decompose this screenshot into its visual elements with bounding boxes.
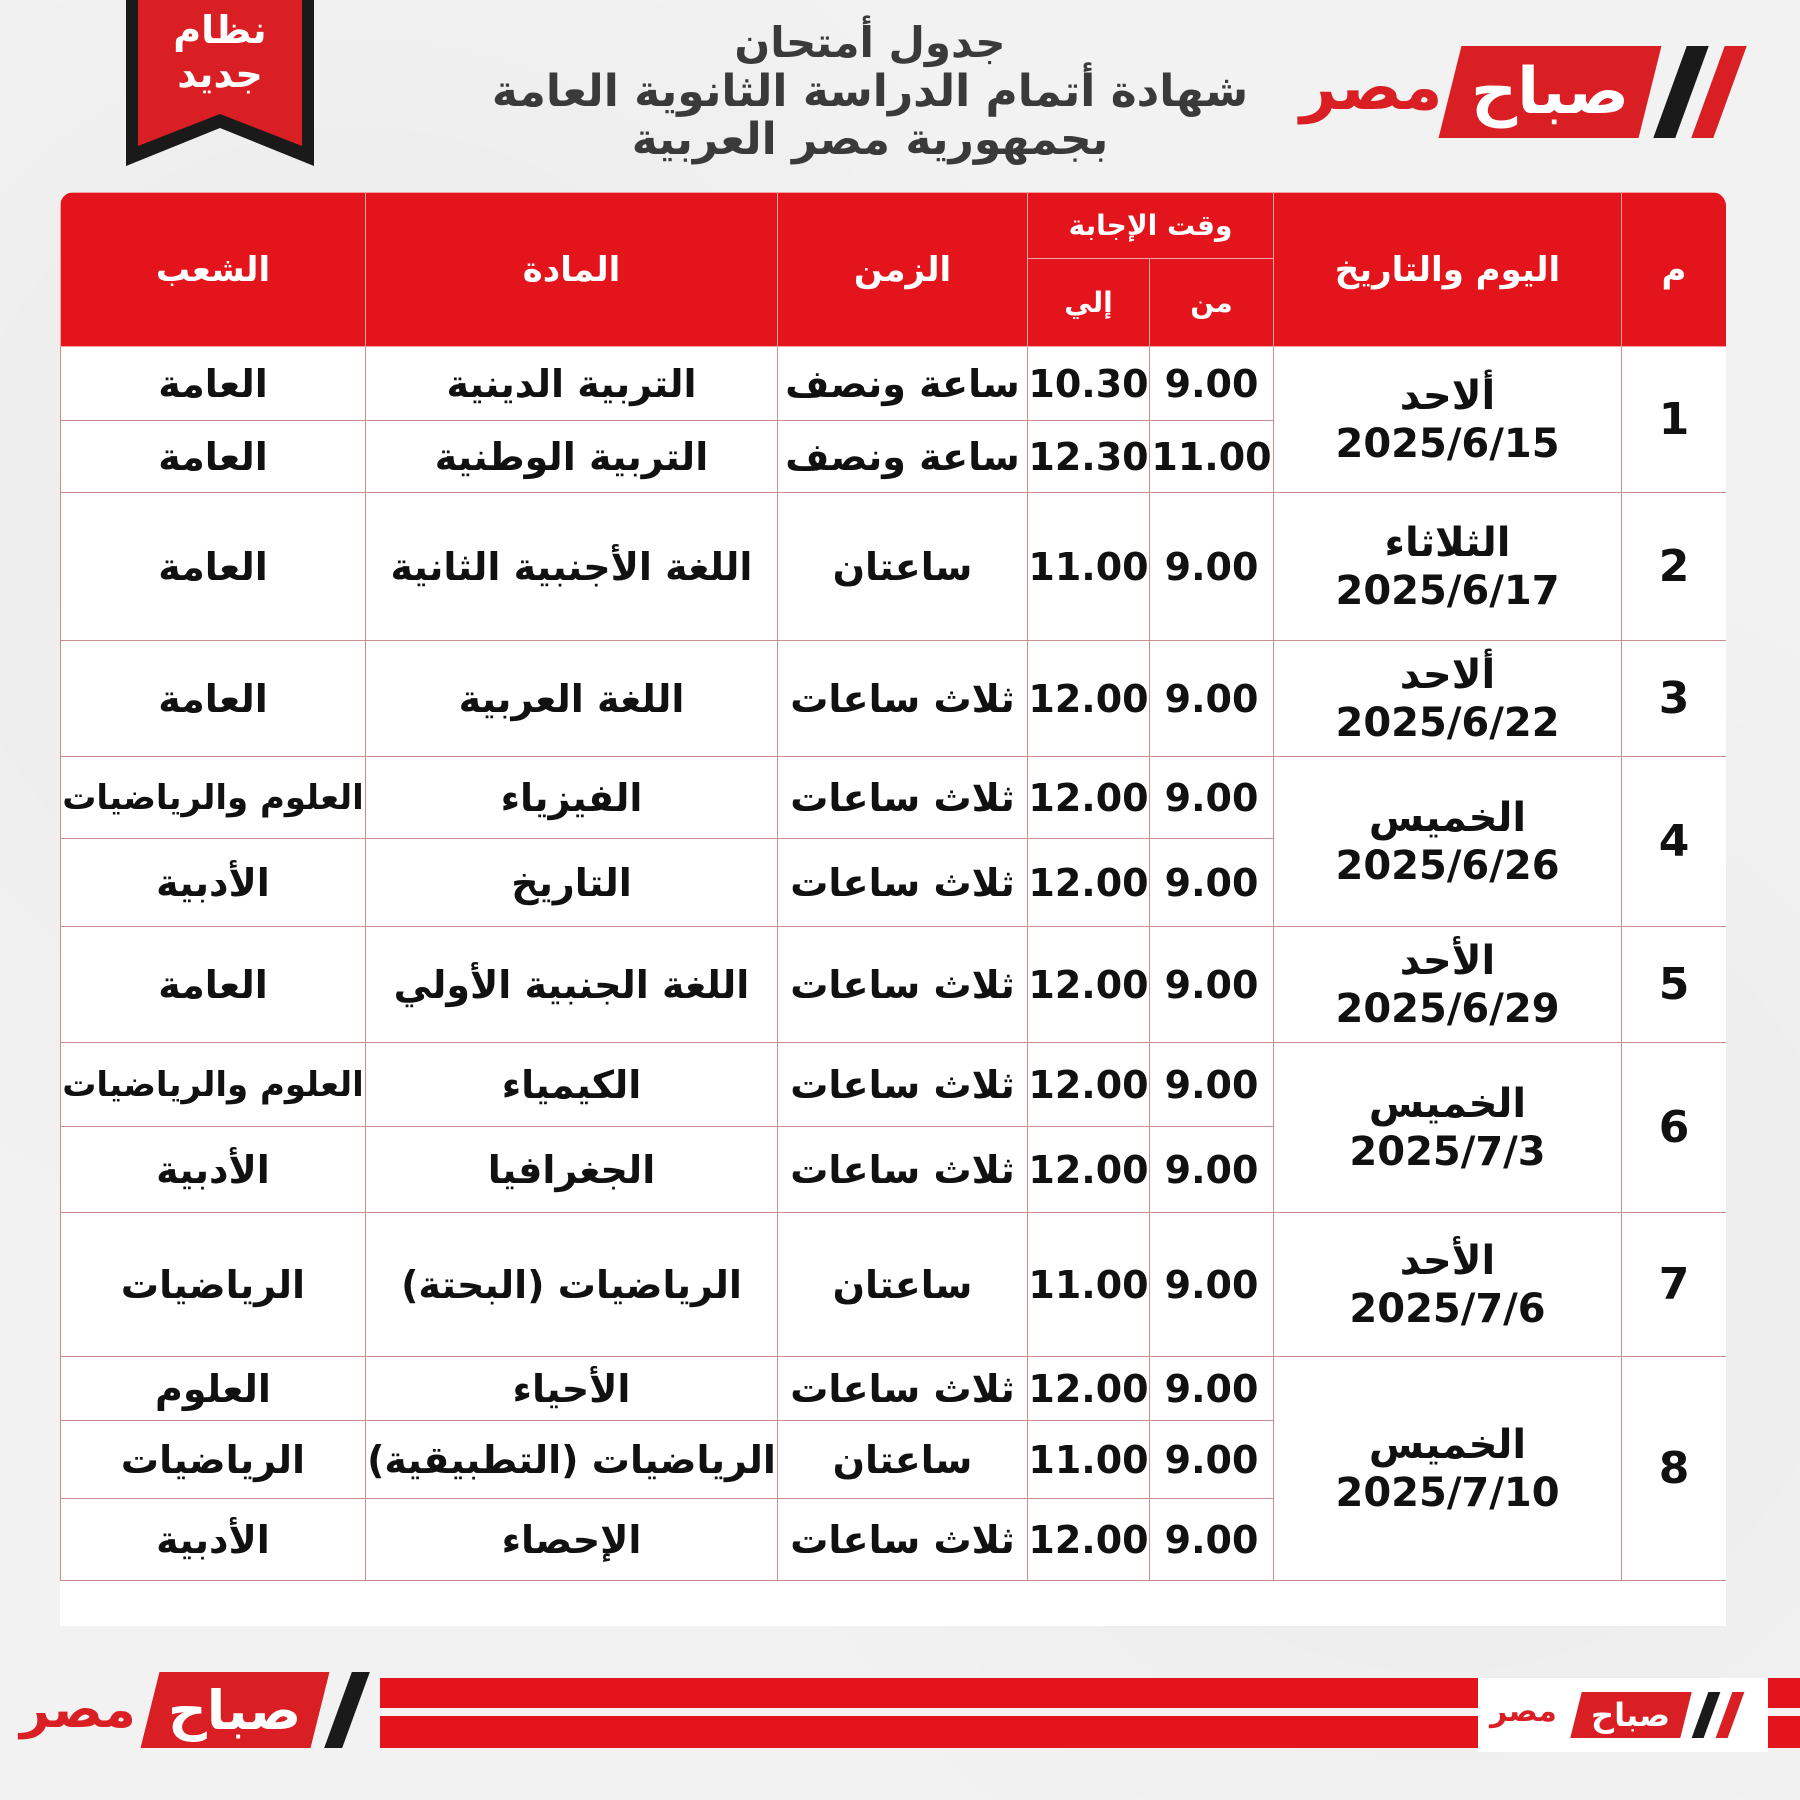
subject-cell: الرياضيات (التطبيقية)	[366, 1421, 778, 1499]
row-index: 5	[1622, 927, 1726, 1043]
time-from: 9.00	[1150, 1357, 1274, 1421]
subject-cell: اللغة العربية	[366, 641, 778, 757]
subject-cell: التربية الدينية	[366, 347, 778, 421]
time-to: 12.00	[1028, 641, 1150, 757]
time-to: 12.00	[1028, 1499, 1150, 1581]
day-date-cell	[1274, 641, 1622, 757]
division-cell: الأدبية	[61, 1127, 366, 1213]
title-line2: شهادة أتمام الدراسة الثانوية العامة	[491, 66, 1249, 117]
footer-right-slash-dark	[1692, 1692, 1721, 1738]
duration-cell: ثلاث ساعات	[778, 1043, 1028, 1127]
day-name: الثلاثاء	[1384, 519, 1511, 566]
exam-date: 2025/6/15	[1335, 420, 1560, 467]
division-cell: العلوم	[61, 1357, 366, 1421]
duration-cell: ساعة ونصف	[778, 347, 1028, 421]
table-row	[61, 347, 1727, 421]
footer-logo-word-sabah: صباح	[168, 1678, 302, 1742]
subject-cell: الرياضيات (البحتة)	[366, 1213, 778, 1357]
day-date-cell	[1274, 927, 1622, 1043]
exam-date: 2025/6/17	[1335, 567, 1560, 614]
subject-cell: التربية الوطنية	[366, 421, 778, 493]
subject-cell: الفيزياء	[366, 757, 778, 839]
division-cell: العامة	[61, 641, 366, 757]
exam-date: 2025/6/26	[1335, 842, 1560, 889]
table-row	[61, 757, 1727, 839]
title-line1: جدول أمتحان	[734, 18, 1006, 67]
time-to: 12.30	[1028, 421, 1150, 493]
division-cell: الرياضيات	[61, 1213, 366, 1357]
time-to: 12.00	[1028, 757, 1150, 839]
duration-cell: ساعتان	[778, 1213, 1028, 1357]
time-from: 9.00	[1150, 1043, 1274, 1127]
header-index: م	[1622, 193, 1726, 347]
page-title	[440, 18, 1300, 164]
time-from: 9.00	[1150, 839, 1274, 927]
header-subject: المادة	[366, 193, 778, 347]
table-row	[61, 1357, 1727, 1421]
logo-box-sabah	[1439, 46, 1662, 138]
duration-cell: ثلاث ساعات	[778, 1127, 1028, 1213]
time-from: 9.00	[1150, 493, 1274, 641]
title-line3: بجمهورية مصر العربية	[631, 114, 1109, 165]
table-row	[61, 927, 1727, 1043]
footer-logo-right	[1478, 1678, 1768, 1752]
subject-cell: الجغرافيا	[366, 1127, 778, 1213]
header-answer-time: وقت الإجابة	[1028, 193, 1274, 259]
header-to: إلي	[1028, 259, 1150, 347]
exam-date: 2025/7/10	[1335, 1469, 1560, 1516]
day-name: الأحد	[1399, 1237, 1496, 1284]
duration-cell: ثلاث ساعات	[778, 839, 1028, 927]
time-to: 10.30	[1028, 347, 1150, 421]
day-date-cell	[1274, 1213, 1622, 1357]
duration-cell: ساعتان	[778, 1421, 1028, 1499]
division-cell: العامة	[61, 927, 366, 1043]
duration-cell: ثلاث ساعات	[778, 1357, 1028, 1421]
row-index: 2	[1622, 493, 1726, 641]
day-name: الأحد	[1399, 937, 1496, 984]
day-date-cell	[1274, 1357, 1622, 1581]
division-cell: العامة	[61, 347, 366, 421]
day-date-cell	[1274, 1043, 1622, 1213]
day-name: الخميس	[1368, 1080, 1527, 1127]
table-row	[61, 493, 1727, 641]
brand-logo	[1300, 42, 1780, 142]
footer-logo-left	[20, 1672, 380, 1752]
division-cell: الرياضيات	[61, 1421, 366, 1499]
division-cell: العامة	[61, 421, 366, 493]
schedule-body	[61, 347, 1727, 1581]
table-row	[61, 1213, 1727, 1357]
exam-date: 2025/7/3	[1349, 1128, 1546, 1175]
subject-cell: اللغة الأجنبية الثانية	[366, 493, 778, 641]
time-to: 12.00	[1028, 1043, 1150, 1127]
division-cell: العلوم والرياضيات	[61, 757, 366, 839]
duration-cell: ساعة ونصف	[778, 421, 1028, 493]
badge-line2: جديد	[177, 52, 263, 96]
exam-date: 2025/7/6	[1349, 1285, 1546, 1332]
day-name: الخميس	[1368, 794, 1527, 841]
subject-cell: التاريخ	[366, 839, 778, 927]
time-from: 9.00	[1150, 1127, 1274, 1213]
time-from: 9.00	[1150, 347, 1274, 421]
time-to: 11.00	[1028, 493, 1150, 641]
logo-word-masr: مصر	[1300, 51, 1443, 125]
footer-logo-word-masr: مصر	[20, 1680, 136, 1740]
footer-bar	[0, 1672, 1800, 1752]
time-to: 12.00	[1028, 927, 1150, 1043]
division-cell: الأدبية	[61, 1499, 366, 1581]
time-from: 9.00	[1150, 927, 1274, 1043]
schedule-table	[60, 192, 1726, 1581]
header-duration: الزمن	[778, 193, 1028, 347]
badge-line1: نظام	[173, 8, 267, 52]
time-to: 11.00	[1028, 1421, 1150, 1499]
header-from: من	[1150, 259, 1274, 347]
time-from: 11.00	[1150, 421, 1274, 493]
header-day-date: اليوم والتاريخ	[1274, 193, 1622, 347]
subject-cell: الكيمياء	[366, 1043, 778, 1127]
row-index: 3	[1622, 641, 1726, 757]
row-index: 6	[1622, 1043, 1726, 1213]
time-from: 9.00	[1150, 757, 1274, 839]
day-date-cell	[1274, 493, 1622, 641]
duration-cell: ثلاث ساعات	[778, 927, 1028, 1043]
exam-schedule-table	[60, 192, 1726, 1626]
time-from: 9.00	[1150, 641, 1274, 757]
time-from: 9.00	[1150, 1213, 1274, 1357]
time-to: 12.00	[1028, 1357, 1150, 1421]
subject-cell: الإحصاء	[366, 1499, 778, 1581]
division-cell: العامة	[61, 493, 366, 641]
division-cell: العلوم والرياضيات	[61, 1043, 366, 1127]
footer-right-box	[1570, 1692, 1691, 1738]
subject-cell: الأحياء	[366, 1357, 778, 1421]
duration-cell: ثلاث ساعات	[778, 757, 1028, 839]
subject-cell: اللغة الجنبية الأولي	[366, 927, 778, 1043]
exam-date: 2025/6/22	[1335, 699, 1560, 746]
row-index: 7	[1622, 1213, 1726, 1357]
time-to: 11.00	[1028, 1213, 1150, 1357]
duration-cell: ثلاث ساعات	[778, 1499, 1028, 1581]
row-index: 8	[1622, 1357, 1726, 1581]
row-index: 1	[1622, 347, 1726, 493]
badge-text	[126, 8, 314, 96]
new-system-badge	[126, 0, 314, 166]
time-from: 9.00	[1150, 1421, 1274, 1499]
header-division: الشعب	[61, 193, 366, 347]
duration-cell: ساعتان	[778, 493, 1028, 641]
day-date-cell	[1274, 347, 1622, 493]
day-name: ألاحد	[1399, 651, 1496, 698]
day-date-cell	[1274, 757, 1622, 927]
row-index: 4	[1622, 757, 1726, 927]
duration-cell: ثلاث ساعات	[778, 641, 1028, 757]
day-name: ألاحد	[1399, 372, 1496, 419]
time-to: 12.00	[1028, 839, 1150, 927]
time-to: 12.00	[1028, 1127, 1150, 1213]
time-from: 9.00	[1150, 1499, 1274, 1581]
logo-word-sabah: صباح	[1470, 55, 1630, 129]
table-row	[61, 1043, 1727, 1127]
day-name: الخميس	[1368, 1421, 1527, 1468]
exam-date: 2025/6/29	[1335, 985, 1560, 1032]
footer-right-word-masr: مصر	[1490, 1694, 1557, 1729]
footer-right-word-sabah: صباح	[1591, 1696, 1671, 1734]
footer-right-slash-red	[1716, 1692, 1745, 1738]
division-cell: الأدبية	[61, 839, 366, 927]
footer-logo-box	[141, 1672, 330, 1748]
table-row	[61, 641, 1727, 757]
footer-slash-dark	[324, 1672, 370, 1748]
